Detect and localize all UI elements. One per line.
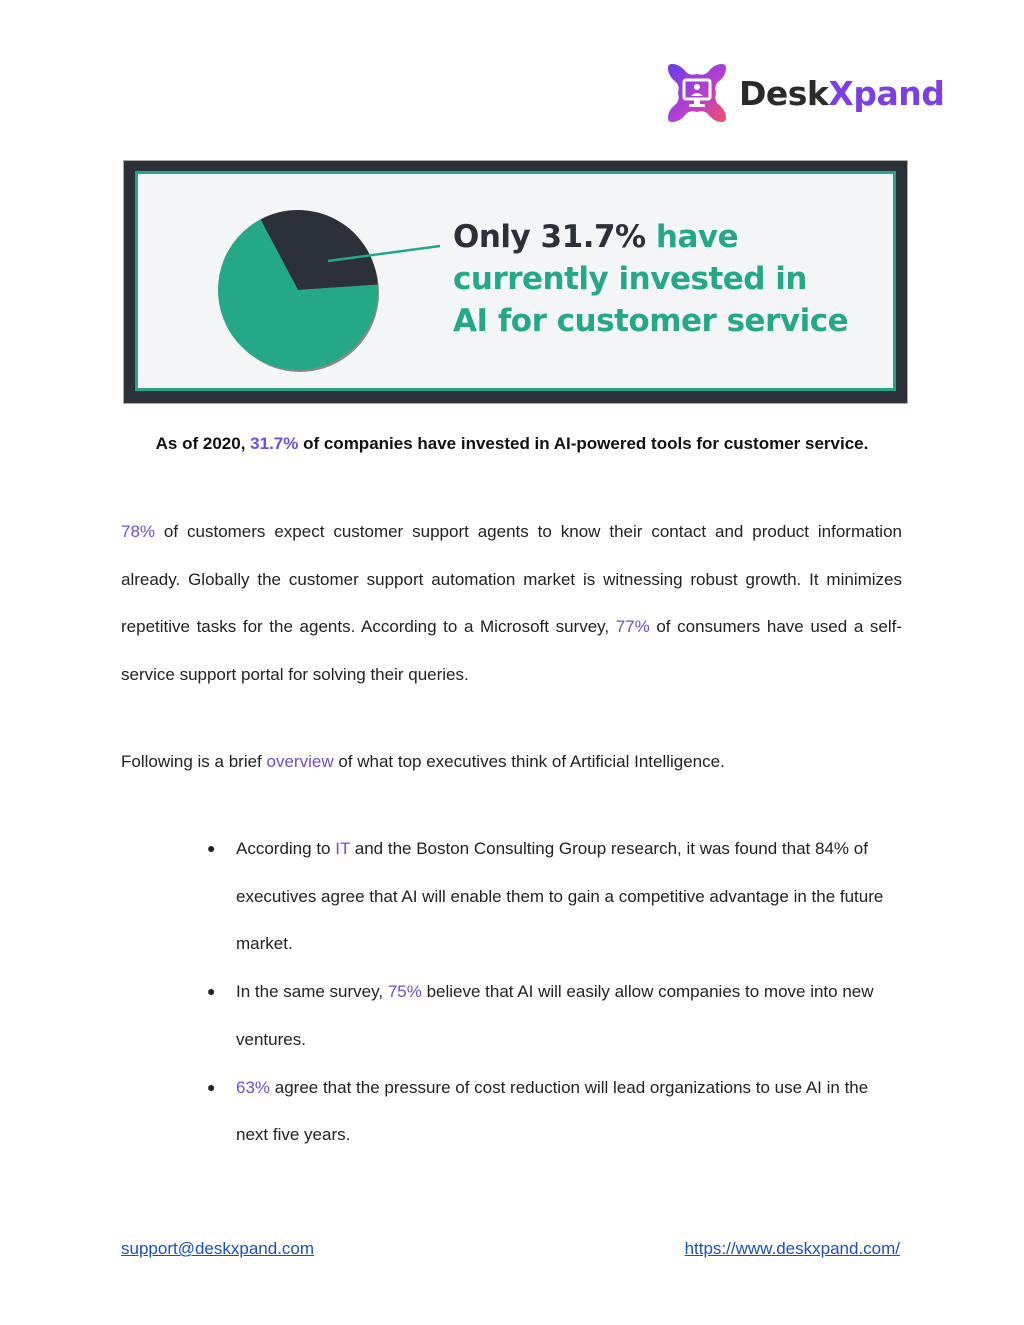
paragraph-customer-expectations: [121, 508, 902, 699]
logo-wordmark: [739, 74, 944, 113]
pie-graphic: [218, 204, 458, 374]
bullet-icon: ●: [207, 1078, 216, 1095]
list-item: [207, 825, 904, 968]
executive-stats-list: [207, 825, 904, 1159]
bullet-icon: ●: [207, 983, 216, 1000]
caption-highlight: 31.7%: [250, 434, 299, 453]
list-item: [207, 968, 904, 1063]
banner-stat: Only 31.7%: [453, 219, 646, 255]
stat-63-link[interactable]: 63%: [236, 1077, 271, 1097]
banner-headline: [453, 216, 848, 342]
deskxpand-logo: [664, 60, 944, 130]
bullet-text-after: believe that AI will easily allow companies to move into new ventures.: [236, 982, 874, 1049]
desktop-monitor-icon: [664, 60, 730, 126]
paragraph2-suffix: of what top executives think of Artificial Intelligence.: [333, 752, 725, 771]
overview-link[interactable]: overview: [266, 752, 334, 771]
stat-banner: [123, 160, 908, 404]
banner-caption: [0, 434, 1024, 454]
bullet-icon: ●: [207, 840, 216, 856]
bullet-text-after: and the Boston Consulting Group research, it was found that 84% of executives agree that AI will enable them to gain a competitive advantage in the future market.: [236, 839, 884, 954]
website-link[interactable]: https://www.deskxpand.com/: [684, 1239, 900, 1258]
paragraph2-prefix: Following is a brief: [121, 752, 267, 771]
bullet-text-before: In the same survey,: [236, 982, 388, 1002]
it-link[interactable]: IT: [335, 839, 351, 858]
list-item: [207, 1064, 904, 1159]
stat-77-link[interactable]: 77%: [615, 617, 650, 637]
logo-text-xpand: Xpand: [828, 74, 945, 113]
logo-text-desk: Desk: [739, 74, 829, 113]
bullet-text-before: According to: [236, 839, 336, 858]
banner-line3: AI for customer service: [453, 303, 849, 339]
stat-75-link[interactable]: 75%: [387, 982, 422, 1002]
bullet-text-after: agree that the pressure of cost reduction will lead organizations to use AI in the next five years.: [236, 1077, 869, 1145]
caption-suffix: of companies have invested in AI-powered tools for customer service.: [298, 434, 869, 453]
support-email-link[interactable]: support@deskxpand.com: [121, 1239, 315, 1258]
paragraph1-text2: of consumers have used a self-service support portal for solving their queries.: [121, 617, 902, 685]
stat-78-link[interactable]: 78%: [121, 522, 156, 541]
stat-banner-inner: [135, 171, 896, 391]
paragraph-overview: [121, 738, 902, 786]
banner-line1-accent: have: [655, 219, 739, 255]
caption-prefix: As of 2020,: [155, 434, 251, 453]
banner-line2: currently invested in: [453, 261, 807, 297]
paragraph1-text1: of customers expect customer support agents to know their contact and product information already. Globally the customer support automation market is witnessing robust growth. It minimizes repetitive tasks for the agents. According to a Microsoft survey,: [121, 522, 902, 637]
